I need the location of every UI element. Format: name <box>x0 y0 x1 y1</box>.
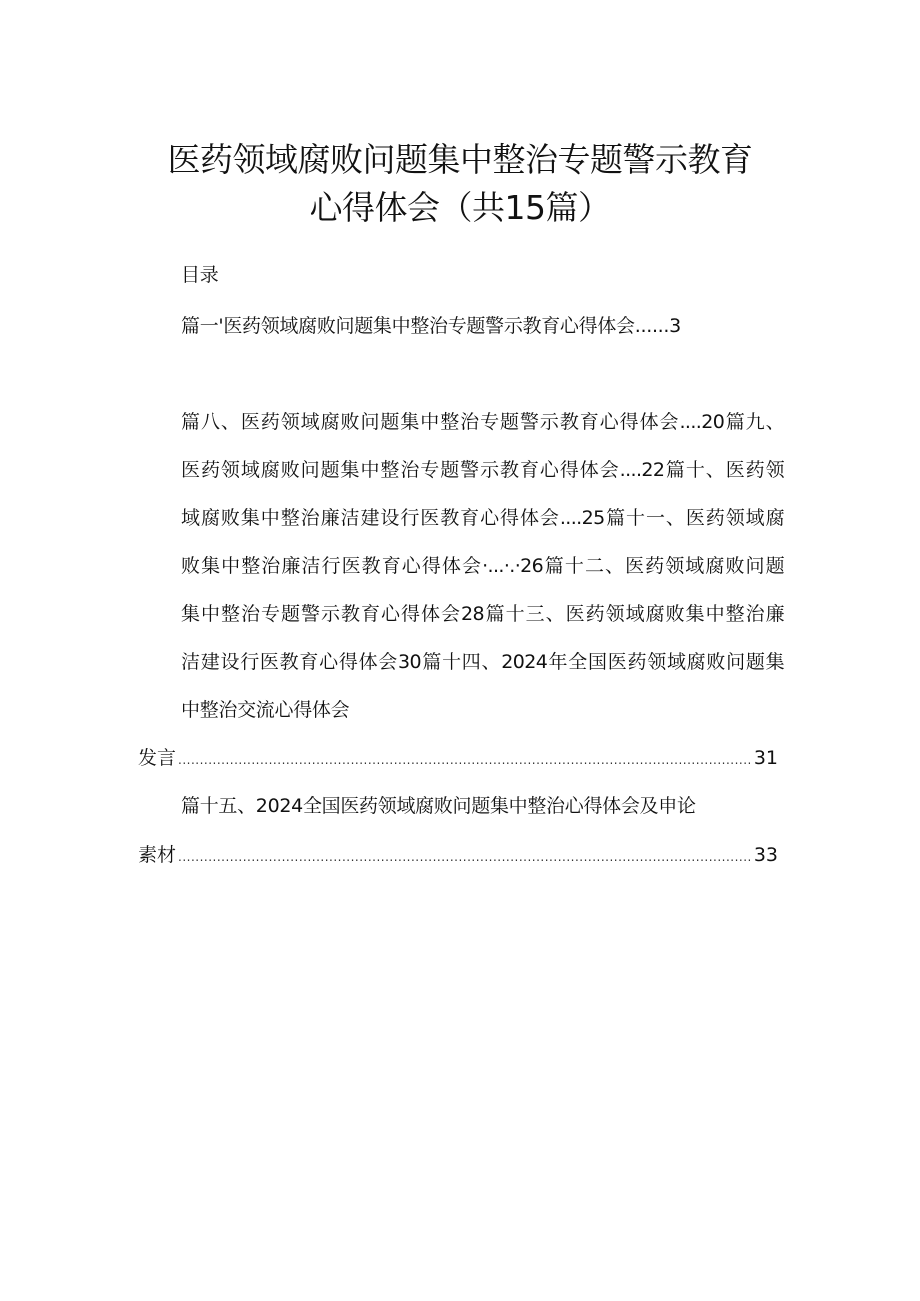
toc-speech-label: 发言 <box>138 747 177 769</box>
toc-entry-1: 篇一'医药领域腐败问题集中整治专题警示教育心得体会......3 <box>181 315 681 337</box>
toc-heading: 目录 <box>181 264 219 286</box>
document-title-line-2: 心得体会（共15篇） <box>309 188 611 227</box>
toc-entry-15: 篇十五、2024全国医药领域腐败问题集中整治心得体会及申论 <box>181 795 696 817</box>
toc-entry-15-continuation <box>138 843 778 869</box>
document-title-line-1: 医药领域腐败问题集中整治专题警示教育 <box>167 140 753 179</box>
toc-paragraph-line: 集中整治专题警示教育心得体会28篇十三、医药领域腐败集中整治廉 <box>181 603 784 625</box>
toc-speech-entry <box>138 746 778 772</box>
toc-entry-15-label: 素材 <box>138 844 177 866</box>
toc-paragraph-line: 医药领域腐败问题集中整治专题警示教育心得体会....22篇十、医药领 <box>181 459 784 481</box>
dot-leader <box>178 845 750 869</box>
toc-speech-page: 31 <box>753 747 778 769</box>
toc-paragraph-line: 败集中整治廉洁行医教育心得体会·...·.·26篇十二、医药领域腐败问题 <box>181 555 784 577</box>
toc-entry-15-page: 33 <box>753 844 778 866</box>
toc-paragraph-line: 篇八、医药领域腐败问题集中整治专题警示教育心得体会....20篇九、 <box>181 411 784 433</box>
dot-leader <box>178 748 750 772</box>
toc-paragraph-line: 中整治交流心得体会 <box>181 699 350 721</box>
toc-paragraph-line: 域腐败集中整治廉洁建设行医教育心得体会....25篇十一、医药领域腐 <box>181 507 784 529</box>
toc-paragraph-line: 洁建设行医教育心得体会30篇十四、2024年全国医药领域腐败问题集 <box>181 651 784 673</box>
